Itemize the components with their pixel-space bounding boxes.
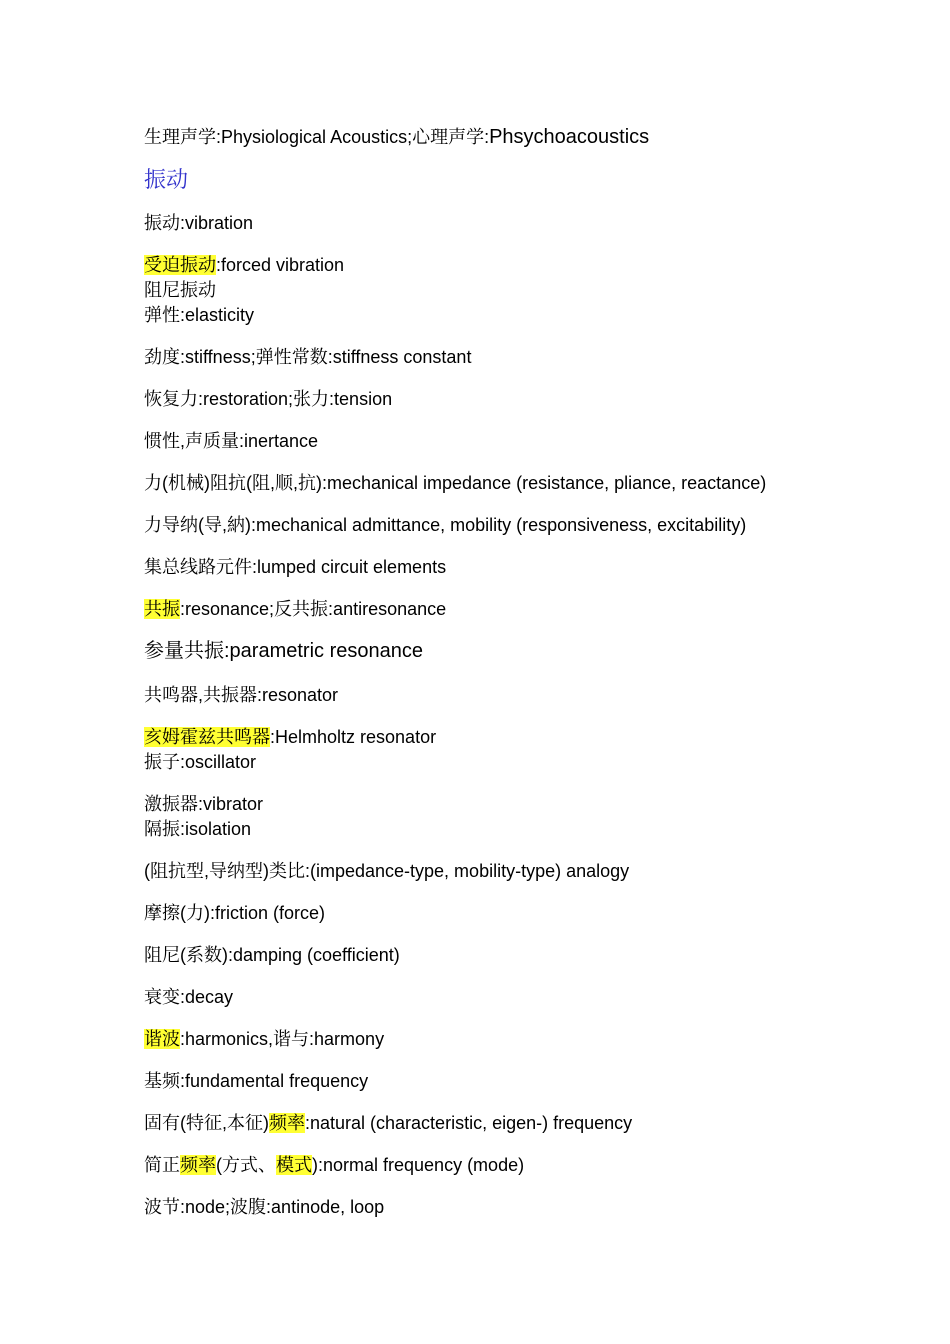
highlighted-term: 共振 (144, 599, 180, 619)
text: :resonance;反共振:antiresonance (180, 599, 447, 619)
text: ):normal frequency (mode) (312, 1155, 525, 1175)
line: 惯性,声质量:inertance (144, 431, 319, 451)
line: 基频:fundamental frequency (144, 1071, 369, 1091)
line: 劲度:stiffness;弹性常数:stiffness constant (144, 347, 472, 367)
line: 波节:node;波腹:antinode, loop (144, 1197, 385, 1217)
line: 阻尼振动 (144, 280, 216, 300)
text: 简正 (144, 1155, 180, 1175)
line: 隔振:isolation (144, 819, 252, 839)
text: :natural (characteristic, eigen-) frequency (305, 1113, 633, 1133)
line: 阻尼(系数):damping (coefficient) (144, 945, 400, 965)
highlighted-term: 亥姆霍兹共鸣器 (144, 727, 270, 747)
highlighted-term: 受迫振动 (144, 255, 216, 275)
line (144, 1028, 384, 1050)
line: (阻抗型,导纳型)类比:(impedance-type, mobility-type) analogy (144, 861, 630, 881)
text: :Helmholtz resonator (270, 727, 437, 747)
line (144, 598, 446, 620)
line: 力(机械)阻抗(阻,顺,抗):mechanical impedance (resistance, pliance, reactance) (144, 473, 767, 493)
line: 参量共振:parametric resonance (144, 640, 423, 662)
highlighted-term: 频率 (180, 1155, 216, 1175)
line (144, 254, 344, 276)
line: 振子:oscillator (144, 752, 257, 772)
text: :harmonics,谐与:harmony (180, 1029, 385, 1049)
highlighted-term: 谐波 (144, 1029, 180, 1049)
line: 弹性:elasticity (144, 305, 255, 325)
line: 激振器:vibrator (144, 794, 264, 814)
highlighted-term: 频率 (269, 1113, 305, 1133)
line (144, 1112, 632, 1134)
line (144, 726, 436, 748)
section-heading: 振动 (144, 167, 189, 192)
text: 固有(特征,本征) (144, 1113, 269, 1133)
text-large: Phsychoacoustics (489, 126, 650, 148)
line: 振动:vibration (144, 213, 254, 233)
line: 力导纳(导,納):mechanical admittance, mobility (responsiveness, excitability) (144, 515, 747, 535)
line: 集总线路元件:lumped circuit elements (144, 557, 447, 577)
highlighted-term: 模式 (276, 1155, 312, 1175)
text: (方式、 (216, 1155, 276, 1175)
line: 衰变:decay (144, 987, 234, 1007)
line: 恢复力:restoration;张力:tension (144, 389, 393, 409)
text: :forced vibration (216, 255, 345, 275)
line: 摩擦(力):friction (force) (144, 903, 326, 923)
line: 共鸣器,共振器:resonator (144, 685, 339, 705)
line (144, 1154, 524, 1176)
line-acoustics (144, 126, 649, 148)
text: 生理声学:Physiological Acoustics;心理声学: (144, 127, 490, 147)
